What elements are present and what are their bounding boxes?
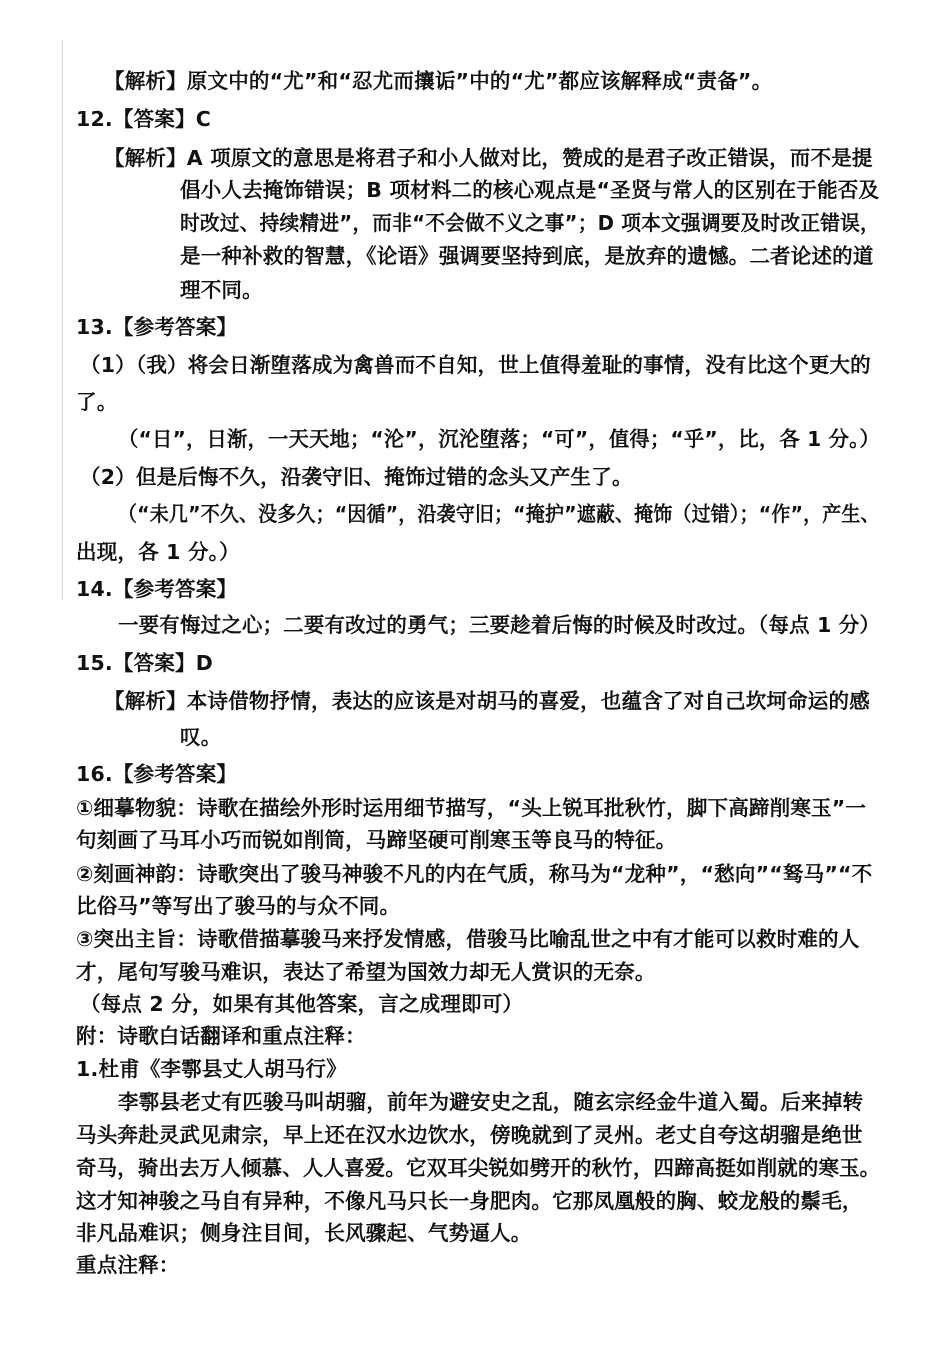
q16-point2-line-2: 比俗马”等写出了骏马的与众不同。 — [76, 894, 401, 918]
poem-title: 1.杜甫《李鄠县丈人胡马行》 — [76, 1057, 347, 1081]
translation-line-2: 马头奔赴灵武见肃宗，早上还在汉水边饮水，傍晚就到了灵州。老丈自夸这胡骝是绝世 — [76, 1123, 863, 1147]
q14-answer: 一要有悔过之心；二要有改过的勇气；三要趁着后悔的时候及时改过。（每点 1 分） — [118, 613, 881, 637]
q16-point1-line-2: 句刻画了马耳小巧而锐如削筒，马蹄坚硬可削寒玉等良马的特征。 — [76, 828, 677, 852]
q12-answer: 12.【答案】C — [76, 107, 211, 131]
q13-part2-scoring-line-2: 出现，各 1 分。） — [76, 540, 240, 564]
appendix-heading: 附：诗歌白话翻译和重点注释： — [76, 1024, 366, 1048]
q13-part2-scoring-line-1: （“未几”不久、没多久；“因循”，沿袭守旧；“掩护”遮蔽、掩饰（过错）；“作”，产生、 — [118, 502, 880, 526]
q12-analysis-line-1: 【解析】A 项原文的意思是将君子和小人做对比，赞成的是君子改正错误，而不是提 — [104, 146, 873, 170]
translation-line-3: 奇马，骑出去万人倾慕、人人喜爱。它双耳尖锐如劈开的秋竹，四蹄高挺如削就的寒玉。 — [76, 1156, 881, 1180]
key-notes-heading: 重点注释： — [76, 1253, 180, 1277]
q16-point3-line-2: 才，尾句写骏马难识，表达了希望为国效力却无人赏识的无奈。 — [76, 960, 656, 984]
q16-heading: 16.【参考答案】 — [76, 762, 238, 786]
q15-analysis-line-1: 【解析】本诗借物抒情，表达的应该是对胡马的喜爱，也蕴含了对自己坎坷命运的感 — [104, 689, 870, 713]
translation-line-4: 这才知神骏之马自有异种，不像凡马只长一身肥肉。它那凤凰般的胸、蛟龙般的鬃毛， — [76, 1189, 863, 1213]
left-margin-rule — [62, 40, 63, 600]
q16-point2-line-1: ②刻画神韵：诗歌突出了骏马神骏不凡的内在气质，称马为“龙种”，“愁向”“驽马”“不 — [76, 862, 873, 886]
q13-part1-scoring: （“日”，日渐，一天天地；“沦”，沉沦堕落；“可”，值得；“乎”，比，各 1 分。） — [118, 427, 880, 451]
translation-line-5: 非凡品难识；侧身注目间，长风骤起、气势逼人。 — [76, 1221, 532, 1245]
q15-analysis-line-2: 叹。 — [180, 725, 222, 749]
translation-line-1: 李鄠县老丈有匹骏马叫胡骝，前年为避安史之乱，随玄宗经金牛道入蜀。后来掉转 — [118, 1090, 864, 1114]
q13-part2-line: （2）但是后悔不久，沿袭守旧、掩饰过错的念头又产生了。 — [80, 465, 633, 489]
q16-point3-line-1: ③突出主旨：诗歌借描摹骏马来抒发情感，借骏马比喻乱世之中有才能可以救时难的人 — [76, 927, 860, 951]
q12-analysis-line-2: 倡小人去掩饰错误；B 项材料二的核心观点是“圣贤与常人的区别在于能否及 — [180, 178, 880, 202]
q14-heading: 14.【参考答案】 — [76, 577, 238, 601]
q13-heading: 13.【参考答案】 — [76, 315, 238, 339]
q11-analysis-line: 【解析】原文中的“尤”和“忍尤而攘诟”中的“尤”都应该解释成“责备”。 — [104, 69, 773, 93]
q12-analysis-line-3: 时改过、持续精进”，而非“不会做不义之事”；D 项本文强调要及时改正错误， — [180, 211, 880, 235]
q13-part1-line-1: （1）（我）将会日渐堕落成为禽兽而不自知，世上值得羞耻的事情，没有比这个更大的 — [80, 353, 871, 377]
q12-analysis-line-4: 是一种补救的智慧，《论语》强调要坚持到底，是放弃的遗憾。二者论述的道 — [180, 244, 874, 268]
q16-point1-line-1: ①细摹物貌：诗歌在描绘外形时运用细节描写，“头上锐耳批秋竹，脚下高蹄削寒玉”一 — [76, 796, 867, 820]
q16-scoring-note: （每点 2 分，如果有其他答案，言之成理即可） — [80, 992, 524, 1016]
q13-part1-line-2: 了。 — [76, 390, 118, 414]
q12-analysis-line-5: 理不同。 — [180, 278, 263, 302]
q15-answer: 15.【答案】D — [76, 651, 213, 675]
